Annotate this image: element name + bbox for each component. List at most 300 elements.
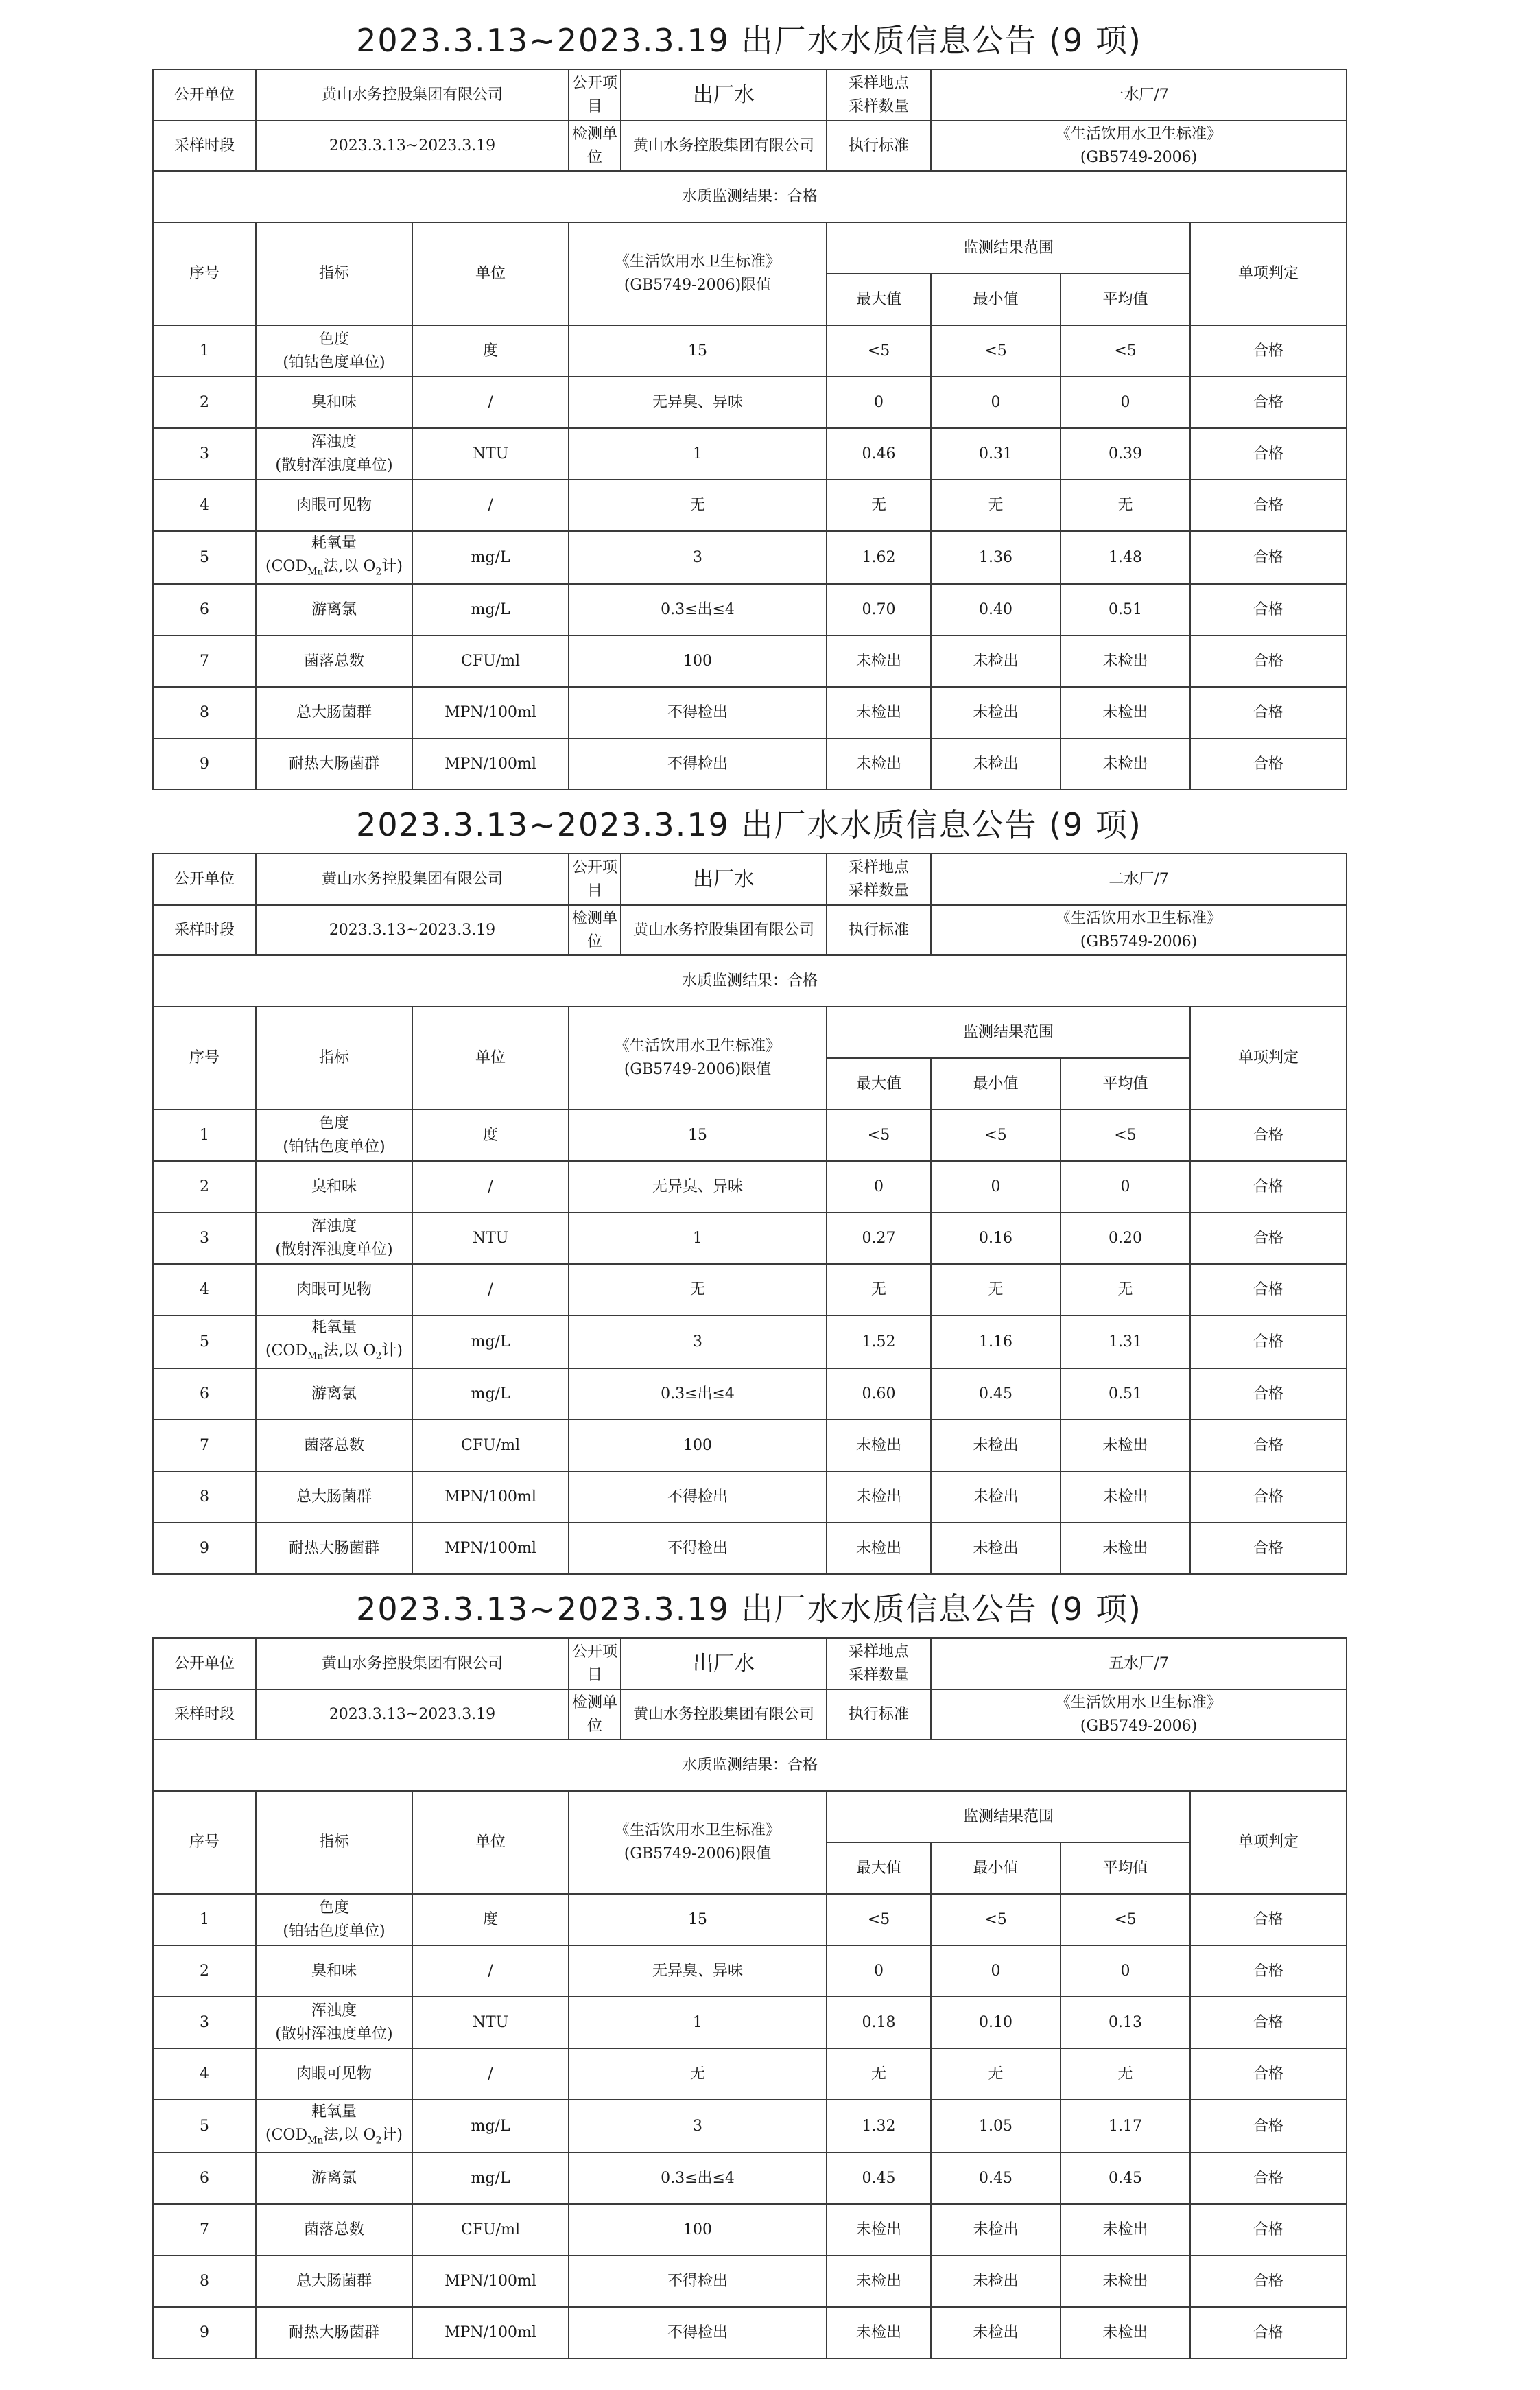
row-judge: 合格 (1190, 1471, 1347, 1523)
row-max: 未检出 (827, 1420, 931, 1471)
table-row (153, 1997, 1347, 2048)
row-judge: 合格 (1190, 584, 1347, 635)
exec-std-value: 《生活饮用水卫生标准》 (GB5749-2006) (931, 121, 1347, 171)
row-min: 无 (931, 2048, 1061, 2100)
table-row (153, 1894, 1347, 1945)
row-unit: / (412, 480, 569, 531)
label-sample-site: 采样地点 采样数量 (827, 854, 931, 905)
table-row (153, 428, 1347, 480)
row-unit: mg/L (412, 531, 569, 584)
col-header-limit: 《生活饮用水卫生标准》 (GB5749-2006)限值 (569, 222, 827, 325)
sample-site-value: 一水厂/7 (931, 69, 1347, 121)
row-unit: mg/L (412, 2153, 569, 2204)
row-index-name: 肉眼可见物 (256, 1264, 412, 1315)
exec-std-value: 《生活饮用水卫生标准》 (GB5749-2006) (931, 905, 1347, 955)
monitoring-result: 水质监测结果：合格 (153, 1739, 1347, 1791)
row-unit: MPN/100ml (412, 1471, 569, 1523)
row-limit: 无异臭、异味 (569, 1945, 827, 1997)
row-limit: 无异臭、异味 (569, 1161, 827, 1212)
row-unit: MPN/100ml (412, 687, 569, 738)
col-header-index: 指标 (256, 1007, 412, 1110)
row-no: 5 (153, 1315, 256, 1368)
row-index-name: 浑浊度 (散射浑浊度单位) (256, 1212, 412, 1264)
row-unit: / (412, 1945, 569, 1997)
table-row (153, 635, 1347, 687)
row-max: 0.46 (827, 428, 931, 480)
row-max: 1.32 (827, 2100, 931, 2153)
row-unit: MPN/100ml (412, 2307, 569, 2358)
row-unit: mg/L (412, 1315, 569, 1368)
row-index-name: 色度 (铂钴色度单位) (256, 325, 412, 377)
col-header-min: 最小值 (931, 1842, 1061, 1894)
table-row (153, 2100, 1347, 2153)
row-max: 1.62 (827, 531, 931, 584)
row-min: 0 (931, 1945, 1061, 1997)
row-max: 1.52 (827, 1315, 931, 1368)
pub-item-value: 出厂水 (621, 854, 827, 905)
col-header-range: 监测结果范围 (827, 222, 1190, 274)
row-no: 9 (153, 1523, 256, 1574)
table-row (153, 1523, 1347, 1574)
row-no: 6 (153, 584, 256, 635)
row-avg: 未检出 (1061, 2307, 1190, 2358)
label-pub-unit: 公开单位 (153, 854, 256, 905)
row-min: 0.45 (931, 2153, 1061, 2204)
row-index-name: 耐热大肠菌群 (256, 2307, 412, 2358)
row-no: 5 (153, 531, 256, 584)
table-row (153, 480, 1347, 531)
table-row (153, 325, 1347, 377)
row-no: 2 (153, 1161, 256, 1212)
row-unit: CFU/ml (412, 635, 569, 687)
label-pub-unit: 公开单位 (153, 1638, 256, 1689)
pub-item-value: 出厂水 (621, 69, 827, 121)
row-max: 未检出 (827, 2256, 931, 2307)
row-limit: 不得检出 (569, 1523, 827, 1574)
table-row (153, 738, 1347, 790)
row-limit: 3 (569, 531, 827, 584)
row-min: 未检出 (931, 635, 1061, 687)
row-index-name: 总大肠菌群 (256, 687, 412, 738)
row-min: 1.16 (931, 1315, 1061, 1368)
row-avg: 0.20 (1061, 1212, 1190, 1264)
row-avg: <5 (1061, 1110, 1190, 1161)
table-row (153, 1368, 1347, 1420)
row-min: 1.05 (931, 2100, 1061, 2153)
label-sample-site: 采样地点 采样数量 (827, 1638, 931, 1689)
row-max: 无 (827, 2048, 931, 2100)
row-avg: 0.13 (1061, 1997, 1190, 2048)
pub-item-value: 出厂水 (621, 1638, 827, 1689)
test-unit-value: 黄山水务控股集团有限公司 (621, 121, 827, 171)
row-unit: CFU/ml (412, 2204, 569, 2256)
row-max: 0.27 (827, 1212, 931, 1264)
col-header-range: 监测结果范围 (827, 1007, 1190, 1058)
row-avg: 0.51 (1061, 584, 1190, 635)
test-unit-value: 黄山水务控股集团有限公司 (621, 905, 827, 955)
label-pub-item: 公开项目 (569, 1638, 621, 1689)
row-min: 未检出 (931, 1471, 1061, 1523)
row-avg: 0 (1061, 1945, 1190, 1997)
row-max: <5 (827, 325, 931, 377)
row-limit: 15 (569, 1110, 827, 1161)
row-max: 无 (827, 1264, 931, 1315)
row-avg: 1.48 (1061, 531, 1190, 584)
label-test-unit: 检测单位 (569, 905, 621, 955)
row-index-name: 耗氧量 ($COD_{Mn}$法,以 $O_2$计) (256, 2100, 412, 2153)
row-max: 未检出 (827, 738, 931, 790)
row-avg: 0 (1061, 1161, 1190, 1212)
row-min: 未检出 (931, 2256, 1061, 2307)
row-limit: 0.3≤出≤4 (569, 1368, 827, 1420)
test-unit-value: 黄山水务控股集团有限公司 (621, 1689, 827, 1739)
row-avg: 0.39 (1061, 428, 1190, 480)
row-min: 0.31 (931, 428, 1061, 480)
row-judge: 合格 (1190, 1264, 1347, 1315)
report-table (152, 69, 1347, 790)
row-min: 0 (931, 377, 1061, 428)
row-no: 9 (153, 738, 256, 790)
col-header-index: 指标 (256, 1791, 412, 1894)
row-max: 未检出 (827, 635, 931, 687)
table-row (153, 1161, 1347, 1212)
pub-unit-value: 黄山水务控股集团有限公司 (256, 1638, 569, 1689)
row-index-name: 游离氯 (256, 584, 412, 635)
row-max: 未检出 (827, 1523, 931, 1574)
table-row (153, 2256, 1347, 2307)
row-unit: NTU (412, 1212, 569, 1264)
row-max: 0.60 (827, 1368, 931, 1420)
row-limit: 15 (569, 1894, 827, 1945)
exec-std-value: 《生活饮用水卫生标准》 (GB5749-2006) (931, 1689, 1347, 1739)
row-limit: 1 (569, 1997, 827, 2048)
row-judge: 合格 (1190, 531, 1347, 584)
row-min: 1.36 (931, 531, 1061, 584)
label-test-unit: 检测单位 (569, 121, 621, 171)
row-max: 0.45 (827, 2153, 931, 2204)
label-pub-item: 公开项目 (569, 854, 621, 905)
row-index-name: 臭和味 (256, 1945, 412, 1997)
row-judge: 合格 (1190, 377, 1347, 428)
row-unit: 度 (412, 325, 569, 377)
row-unit: / (412, 1264, 569, 1315)
row-no: 9 (153, 2307, 256, 2358)
table-row (153, 2153, 1347, 2204)
row-limit: 0.3≤出≤4 (569, 2153, 827, 2204)
col-header-unit: 单位 (412, 1007, 569, 1110)
row-judge: 合格 (1190, 635, 1347, 687)
row-no: 1 (153, 1110, 256, 1161)
row-max: 0.18 (827, 1997, 931, 2048)
row-no: 6 (153, 1368, 256, 1420)
row-judge: 合格 (1190, 1523, 1347, 1574)
row-no: 2 (153, 377, 256, 428)
row-index-name: 总大肠菌群 (256, 2256, 412, 2307)
row-no: 3 (153, 428, 256, 480)
row-min: 无 (931, 1264, 1061, 1315)
row-max: 未检出 (827, 2307, 931, 2358)
label-sample-period: 采样时段 (153, 121, 256, 171)
row-index-name: 臭和味 (256, 1161, 412, 1212)
table-row (153, 1212, 1347, 1264)
table-row (153, 1110, 1347, 1161)
row-min: 0.45 (931, 1368, 1061, 1420)
table-row (153, 2048, 1347, 2100)
label-pub-item: 公开项目 (569, 69, 621, 121)
col-header-judge: 单项判定 (1190, 1007, 1347, 1110)
col-header-max: 最大值 (827, 1058, 931, 1110)
row-limit: 无异臭、异味 (569, 377, 827, 428)
row-judge: 合格 (1190, 1161, 1347, 1212)
row-limit: 无 (569, 480, 827, 531)
row-limit: 0.3≤出≤4 (569, 584, 827, 635)
report-table (152, 853, 1347, 1575)
col-header-min: 最小值 (931, 274, 1061, 325)
row-limit: 1 (569, 428, 827, 480)
row-index-name: 总大肠菌群 (256, 1471, 412, 1523)
row-index-name: 耗氧量 ($COD_{Mn}$法,以 $O_2$计) (256, 531, 412, 584)
row-min: 0.16 (931, 1212, 1061, 1264)
report-table (152, 1637, 1347, 2359)
report-title: 2023.3.13~2023.3.19 出厂水水质信息公告 (9 项) (356, 1591, 1142, 1628)
row-min: 未检出 (931, 738, 1061, 790)
col-header-avg: 平均值 (1061, 274, 1190, 325)
row-max: 0 (827, 1945, 931, 1997)
row-limit: 15 (569, 325, 827, 377)
row-min: <5 (931, 325, 1061, 377)
sample-period-value: 2023.3.13~2023.3.19 (256, 905, 569, 955)
row-max: 未检出 (827, 1471, 931, 1523)
row-min: 0.40 (931, 584, 1061, 635)
row-judge: 合格 (1190, 1212, 1347, 1264)
col-header-index: 指标 (256, 222, 412, 325)
row-no: 8 (153, 1471, 256, 1523)
col-header-limit: 《生活饮用水卫生标准》 (GB5749-2006)限值 (569, 1791, 827, 1894)
col-header-no: 序号 (153, 222, 256, 325)
row-limit: 100 (569, 1420, 827, 1471)
row-no: 7 (153, 1420, 256, 1471)
row-min: 0 (931, 1161, 1061, 1212)
row-index-name: 耐热大肠菌群 (256, 1523, 412, 1574)
row-limit: 1 (569, 1212, 827, 1264)
row-max: 无 (827, 480, 931, 531)
row-index-name: 游离氯 (256, 1368, 412, 1420)
row-unit: / (412, 377, 569, 428)
monitoring-result: 水质监测结果：合格 (153, 955, 1347, 1007)
pub-unit-value: 黄山水务控股集团有限公司 (256, 69, 569, 121)
row-unit: MPN/100ml (412, 738, 569, 790)
row-max: 未检出 (827, 2204, 931, 2256)
row-index-name: 菌落总数 (256, 635, 412, 687)
row-index-name: 浑浊度 (散射浑浊度单位) (256, 1997, 412, 2048)
row-min: 未检出 (931, 2204, 1061, 2256)
report-title: 2023.3.13~2023.3.19 出厂水水质信息公告 (9 项) (356, 806, 1142, 843)
row-min: <5 (931, 1894, 1061, 1945)
row-avg: <5 (1061, 1894, 1190, 1945)
row-unit: MPN/100ml (412, 2256, 569, 2307)
row-max: 未检出 (827, 687, 931, 738)
row-min: 未检出 (931, 687, 1061, 738)
row-index-name: 耐热大肠菌群 (256, 738, 412, 790)
col-header-avg: 平均值 (1061, 1058, 1190, 1110)
row-min: 无 (931, 480, 1061, 531)
row-no: 4 (153, 1264, 256, 1315)
col-header-range: 监测结果范围 (827, 1791, 1190, 1842)
row-judge: 合格 (1190, 1315, 1347, 1368)
row-no: 7 (153, 2204, 256, 2256)
row-unit: MPN/100ml (412, 1523, 569, 1574)
row-limit: 不得检出 (569, 687, 827, 738)
row-no: 2 (153, 1945, 256, 1997)
row-limit: 无 (569, 2048, 827, 2100)
row-index-name: 肉眼可见物 (256, 2048, 412, 2100)
row-avg: 未检出 (1061, 2204, 1190, 2256)
row-avg: 1.17 (1061, 2100, 1190, 2153)
row-limit: 不得检出 (569, 2307, 827, 2358)
row-no: 4 (153, 2048, 256, 2100)
row-judge: 合格 (1190, 480, 1347, 531)
row-judge: 合格 (1190, 2048, 1347, 2100)
label-exec-std: 执行标准 (827, 905, 931, 955)
row-judge: 合格 (1190, 1945, 1347, 1997)
row-judge: 合格 (1190, 1368, 1347, 1420)
row-judge: 合格 (1190, 428, 1347, 480)
row-unit: 度 (412, 1110, 569, 1161)
row-avg: 0.45 (1061, 2153, 1190, 2204)
sample-site-value: 五水厂/7 (931, 1638, 1347, 1689)
row-limit: 100 (569, 2204, 827, 2256)
row-limit: 不得检出 (569, 2256, 827, 2307)
label-sample-period: 采样时段 (153, 905, 256, 955)
row-avg: 未检出 (1061, 687, 1190, 738)
row-judge: 合格 (1190, 2100, 1347, 2153)
report-title: 2023.3.13~2023.3.19 出厂水水质信息公告 (9 项) (356, 22, 1142, 59)
row-unit: mg/L (412, 1368, 569, 1420)
row-no: 8 (153, 2256, 256, 2307)
row-index-name: 肉眼可见物 (256, 480, 412, 531)
pub-unit-value: 黄山水务控股集团有限公司 (256, 854, 569, 905)
row-no: 8 (153, 687, 256, 738)
row-unit: CFU/ml (412, 1420, 569, 1471)
row-judge: 合格 (1190, 2307, 1347, 2358)
row-no: 1 (153, 325, 256, 377)
table-row (153, 377, 1347, 428)
row-max: <5 (827, 1894, 931, 1945)
row-unit: NTU (412, 1997, 569, 2048)
row-avg: 未检出 (1061, 1523, 1190, 1574)
row-limit: 不得检出 (569, 1471, 827, 1523)
table-row (153, 1315, 1347, 1368)
table-row (153, 2204, 1347, 2256)
row-max: 0 (827, 1161, 931, 1212)
col-header-judge: 单项判定 (1190, 1791, 1347, 1894)
row-no: 6 (153, 2153, 256, 2204)
table-row (153, 1945, 1347, 1997)
row-limit: 100 (569, 635, 827, 687)
row-avg: 0.51 (1061, 1368, 1190, 1420)
row-no: 1 (153, 1894, 256, 1945)
row-no: 3 (153, 1212, 256, 1264)
label-exec-std: 执行标准 (827, 121, 931, 171)
row-avg: 1.31 (1061, 1315, 1190, 1368)
row-judge: 合格 (1190, 325, 1347, 377)
row-unit: 度 (412, 1894, 569, 1945)
row-index-name: 浑浊度 (散射浑浊度单位) (256, 428, 412, 480)
col-header-min: 最小值 (931, 1058, 1061, 1110)
col-header-no: 序号 (153, 1007, 256, 1110)
row-unit: / (412, 2048, 569, 2100)
col-header-max: 最大值 (827, 274, 931, 325)
label-exec-std: 执行标准 (827, 1689, 931, 1739)
row-avg: 无 (1061, 480, 1190, 531)
label-sample-site: 采样地点 采样数量 (827, 69, 931, 121)
row-unit: mg/L (412, 584, 569, 635)
row-min: 未检出 (931, 2307, 1061, 2358)
row-judge: 合格 (1190, 1420, 1347, 1471)
label-test-unit: 检测单位 (569, 1689, 621, 1739)
row-min: 未检出 (931, 1523, 1061, 1574)
label-sample-period: 采样时段 (153, 1689, 256, 1739)
col-header-unit: 单位 (412, 222, 569, 325)
row-index-name: 游离氯 (256, 2153, 412, 2204)
row-min: 0.10 (931, 1997, 1061, 2048)
row-min: 未检出 (931, 1420, 1061, 1471)
row-index-name: 臭和味 (256, 377, 412, 428)
row-avg: 无 (1061, 1264, 1190, 1315)
row-min: <5 (931, 1110, 1061, 1161)
row-max: <5 (827, 1110, 931, 1161)
sample-site-value: 二水厂/7 (931, 854, 1347, 905)
row-no: 4 (153, 480, 256, 531)
row-judge: 合格 (1190, 1997, 1347, 2048)
row-index-name: 菌落总数 (256, 1420, 412, 1471)
label-pub-unit: 公开单位 (153, 69, 256, 121)
row-avg: 未检出 (1061, 1420, 1190, 1471)
row-no: 7 (153, 635, 256, 687)
table-row (153, 2307, 1347, 2358)
col-header-unit: 单位 (412, 1791, 569, 1894)
row-avg: 无 (1061, 2048, 1190, 2100)
sample-period-value: 2023.3.13~2023.3.19 (256, 1689, 569, 1739)
row-avg: 0 (1061, 377, 1190, 428)
row-avg: 未检出 (1061, 1471, 1190, 1523)
table-row (153, 1264, 1347, 1315)
col-header-limit: 《生活饮用水卫生标准》 (GB5749-2006)限值 (569, 1007, 827, 1110)
row-no: 3 (153, 1997, 256, 2048)
table-row (153, 1420, 1347, 1471)
row-judge: 合格 (1190, 2204, 1347, 2256)
row-judge: 合格 (1190, 687, 1347, 738)
row-avg: <5 (1061, 325, 1190, 377)
row-unit: NTU (412, 428, 569, 480)
row-limit: 3 (569, 2100, 827, 2153)
row-judge: 合格 (1190, 738, 1347, 790)
row-unit: / (412, 1161, 569, 1212)
table-row (153, 1471, 1347, 1523)
row-max: 0.70 (827, 584, 931, 635)
sample-period-value: 2023.3.13~2023.3.19 (256, 121, 569, 171)
row-index-name: 色度 (铂钴色度单位) (256, 1110, 412, 1161)
col-header-judge: 单项判定 (1190, 222, 1347, 325)
monitoring-result: 水质监测结果：合格 (153, 171, 1347, 222)
row-index-name: 耗氧量 ($COD_{Mn}$法,以 $O_2$计) (256, 1315, 412, 1368)
col-header-no: 序号 (153, 1791, 256, 1894)
row-judge: 合格 (1190, 1110, 1347, 1161)
row-avg: 未检出 (1061, 738, 1190, 790)
row-limit: 无 (569, 1264, 827, 1315)
row-limit: 3 (569, 1315, 827, 1368)
table-row (153, 584, 1347, 635)
